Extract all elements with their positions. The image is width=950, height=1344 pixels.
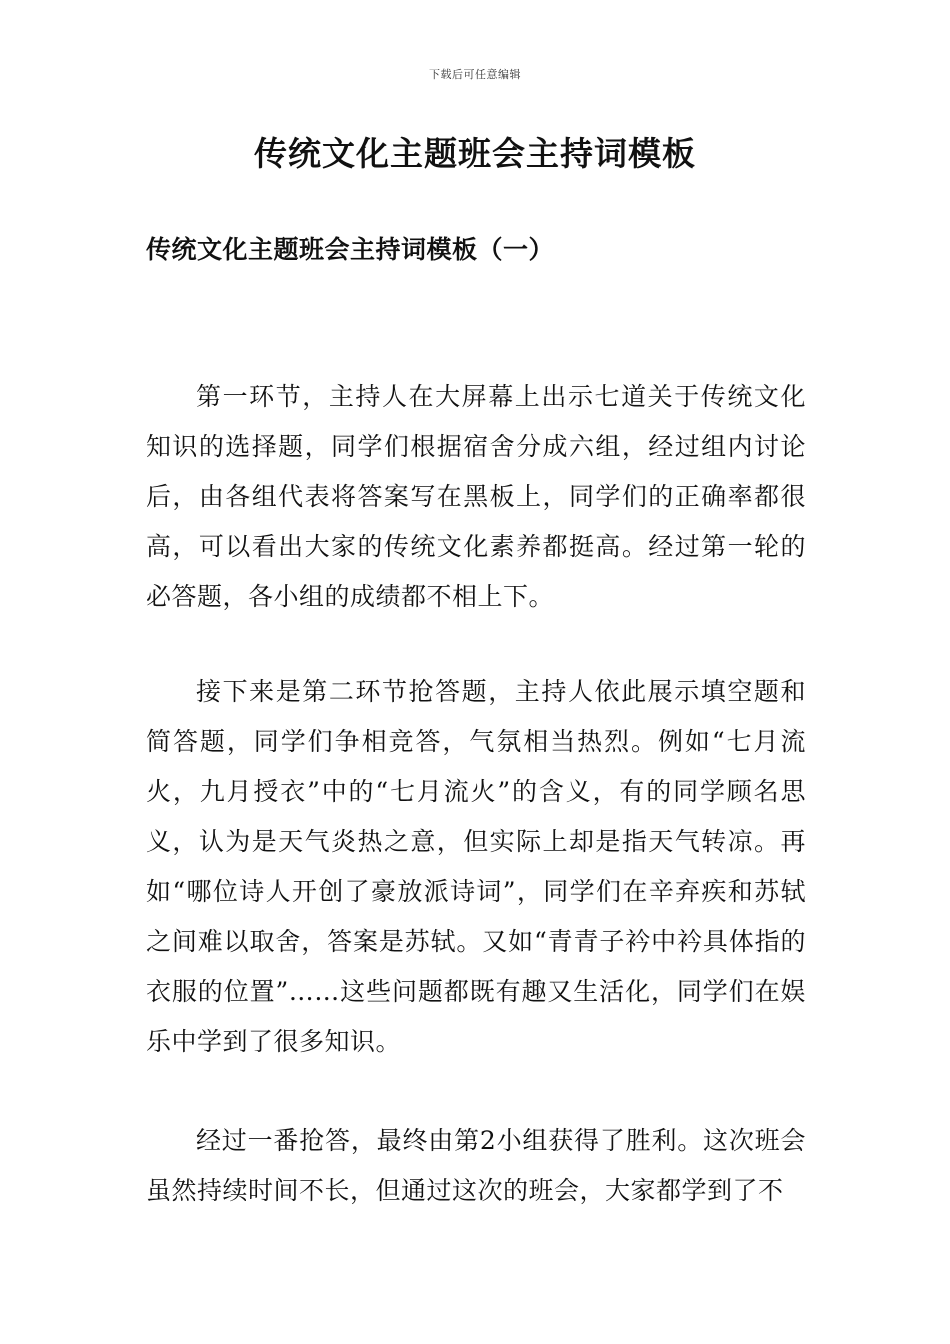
paragraph-1: 第一环节，主持人在大屏幕上出示七道关于传统文化知识的选择题，同学们根据宿舍分成六组，经过组内讨论后，由各组代表将答案写在黑板上，同学们的正确率都很高，可以看出大家的传统文化素养都挺高。经过第一轮的必答题，各小组的成绩都不相上下。 [146, 382, 806, 611]
paragraph-3: 经过一番抢答，最终由第2小组获得了胜利。这次班会虽然持续时间不长，但通过这次的班会，大家都学到了不 [146, 1126, 806, 1205]
header-note: 下载后可任意编辑 [429, 68, 521, 81]
document-subtitle: 传统文化主题班会主持词模板（一） [146, 235, 555, 264]
paragraph-2: 接下来是第二环节抢答题，主持人依此展示填空题和简答题，同学们争相竞答，气氛相当热烈。例如“七月流火，九月授衣”中的“七月流火”的含义，有的同学顾名思义，认为是天气炎热之意，但实际上却是指天气转凉。再如“哪位诗人开创了豪放派诗词”，同学们在辛弃疾和苏轼之间难以取舍，答案是苏轼。又如“青青子衿中衿具体指的衣服的位置”……这些问题都既有趣又生活化，同学们在娱乐中学到了很多知识。 [146, 677, 806, 1056]
document-title: 传统文化主题班会主持词模板 [254, 134, 696, 173]
